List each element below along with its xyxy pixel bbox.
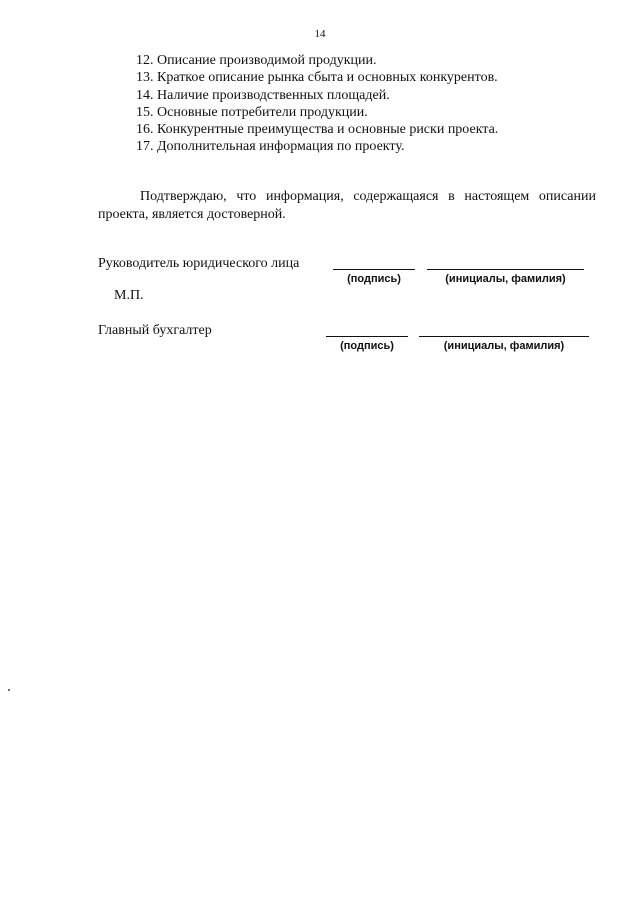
director-name-line[interactable] xyxy=(427,269,584,270)
director-role-label: Руководитель юридического лица xyxy=(98,256,300,271)
confirmation-line-2: проекта, является достоверной. xyxy=(98,207,286,222)
list-item: 16. Конкурентные преимущества и основные риски проекта. xyxy=(136,122,499,138)
confirmation-line-1: Подтверждаю, что информация, содержащаяся в настоящем описании xyxy=(140,189,596,204)
director-name-caption: (инициалы, фамилия) xyxy=(445,273,566,285)
list-item: 14. Наличие производственных площадей. xyxy=(136,87,390,103)
scan-speck xyxy=(8,689,10,691)
confirmation-paragraph xyxy=(98,188,596,224)
list-item: 13. Краткое описание рынка сбыта и основных конкурентов. xyxy=(136,70,498,86)
accountant-role-label: Главный бухгалтер xyxy=(98,323,212,338)
accountant-name-caption: (инициалы, фамилия) xyxy=(443,340,565,352)
document-list xyxy=(136,52,498,156)
accountant-signature-line[interactable] xyxy=(326,336,408,337)
list-item: 15. Основные потребители продукции. xyxy=(136,104,368,120)
accountant-name-line[interactable] xyxy=(419,336,589,337)
page-number: 14 xyxy=(314,28,326,40)
accountant-signature-caption: (подпись) xyxy=(340,340,394,352)
list-item: 17. Дополнительная информация по проекту. xyxy=(136,139,405,155)
list-item: 12. Описание производимой продукции. xyxy=(136,53,377,68)
stamp-placeholder: М.П. xyxy=(114,288,144,303)
director-signature-line[interactable] xyxy=(333,269,415,270)
director-signature-caption: (подпись) xyxy=(347,273,401,285)
